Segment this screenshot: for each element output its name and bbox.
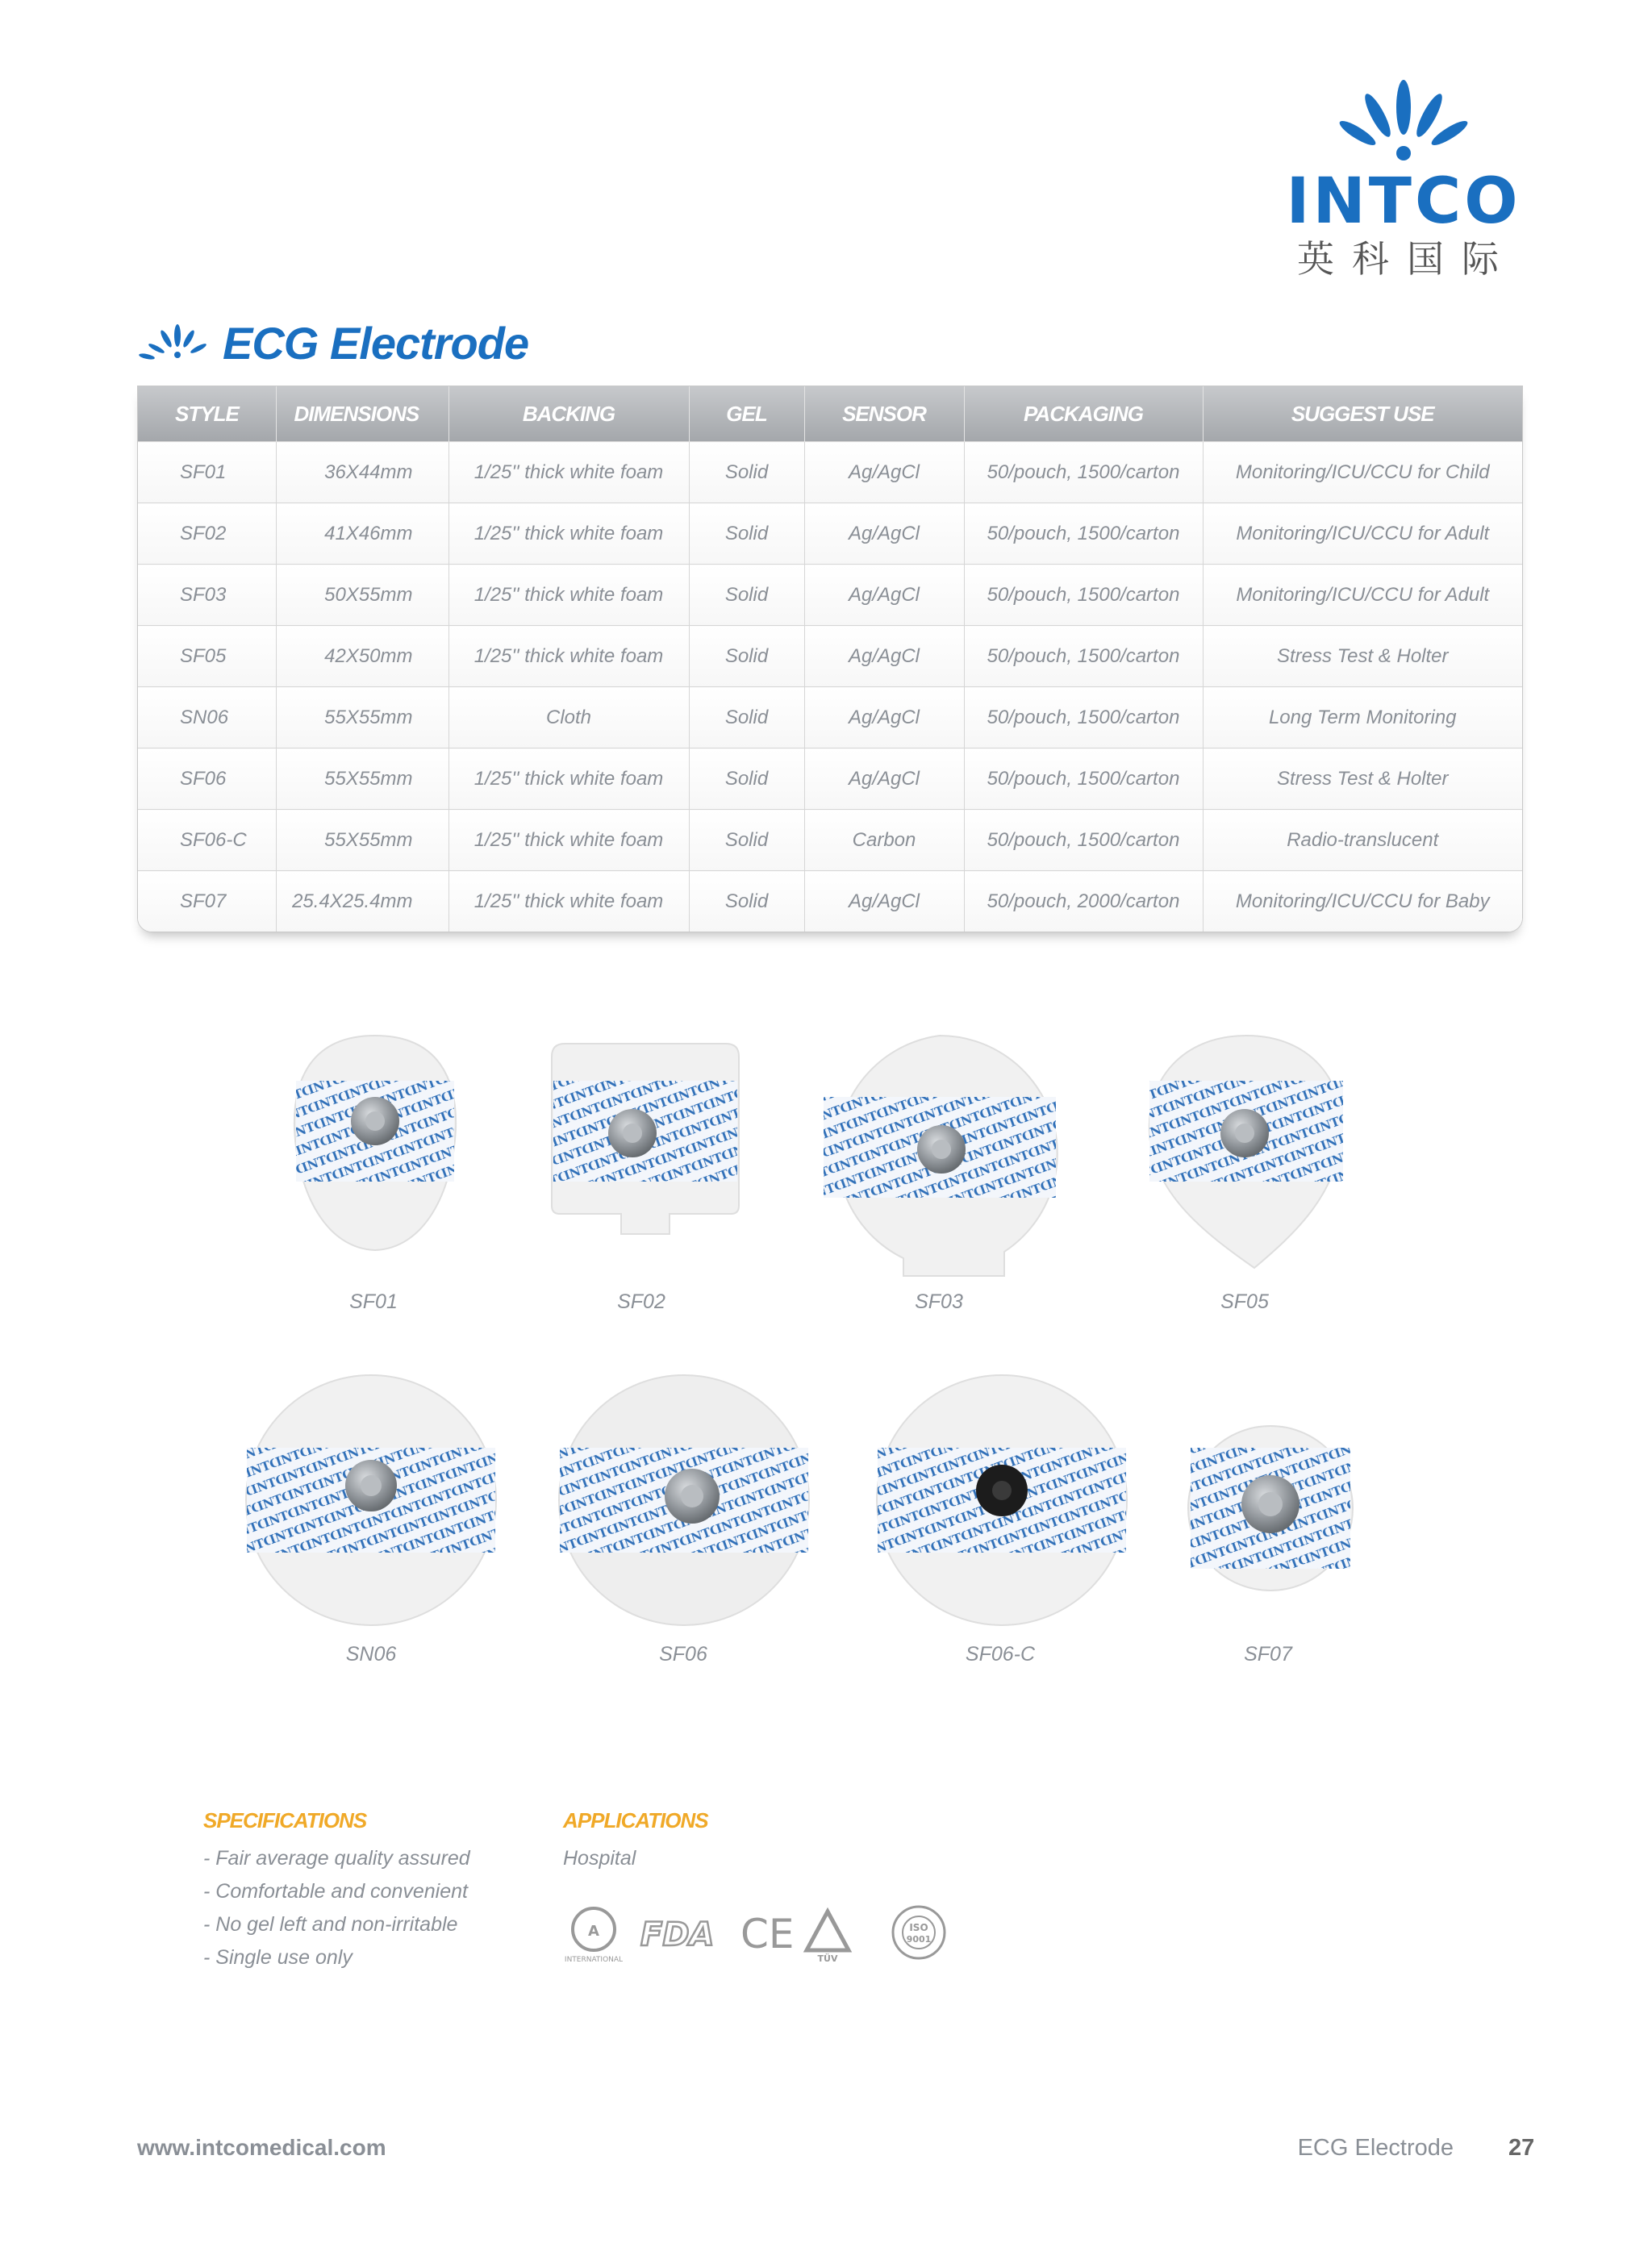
col-header-dimensions: DIMENSIONS <box>276 386 448 442</box>
sunburst-icon <box>1274 77 1533 165</box>
cell-backing: Cloth <box>448 687 689 748</box>
footer-website[interactable]: www.intcomedical.com <box>137 2135 386 2160</box>
table-row <box>138 687 1522 748</box>
cell-dimensions: 55X55mm <box>276 810 448 871</box>
cell-suggest-use: Long Term Monitoring <box>1203 687 1522 748</box>
brand-name: INTCO <box>1286 165 1521 238</box>
col-header-packaging: PACKAGING <box>964 386 1203 442</box>
spec-table <box>137 386 1523 932</box>
product-image-sf06-c <box>873 1371 1131 1633</box>
cell-gel: Solid <box>689 687 804 748</box>
cell-backing: 1/25'' thick white foam <box>448 565 689 626</box>
product-image-sf03 <box>819 1032 1061 1286</box>
cell-backing: 1/25'' thick white foam <box>448 810 689 871</box>
cell-sensor: Ag/AgCl <box>804 503 964 565</box>
page-title: ECG Electrode <box>223 317 529 369</box>
product-label-sf05: SF05 <box>1220 1290 1269 1313</box>
iso-9001-icon <box>893 1907 945 1958</box>
cell-style: SF01 <box>138 442 276 503</box>
cell-dimensions: 55X55mm <box>276 748 448 810</box>
cell-backing: 1/25'' thick white foam <box>448 503 689 565</box>
svg-text:9001: 9001 <box>906 1934 932 1945</box>
table-row <box>138 748 1522 810</box>
sunburst-icon <box>137 323 211 363</box>
cell-suggest-use: Monitoring/ICU/CCU for Baby <box>1203 871 1522 932</box>
table-header-row <box>138 386 1522 442</box>
svg-text:TÜV: TÜV <box>817 1953 838 1964</box>
cell-sensor: Ag/AgCl <box>804 442 964 503</box>
product-image-sf01 <box>286 1032 464 1258</box>
cell-gel: Solid <box>689 810 804 871</box>
col-header-suggest-use: SUGGEST USE <box>1203 386 1522 442</box>
applications-heading: APPLICATIONS <box>563 1808 708 1832</box>
product-label-sf06: SF06 <box>659 1643 707 1666</box>
product-label-sn06: SN06 <box>345 1643 397 1666</box>
cell-dimensions: 36X44mm <box>276 442 448 503</box>
cell-suggest-use: Monitoring/ICU/CCU for Adult <box>1203 503 1522 565</box>
spec-item: - Single use only <box>203 1946 353 1969</box>
cell-dimensions: 42X50mm <box>276 626 448 687</box>
table-row <box>138 503 1522 565</box>
col-header-gel: GEL <box>689 386 804 442</box>
product-image-sf02 <box>549 1040 742 1250</box>
cell-suggest-use: Stress Test & Holter <box>1203 626 1522 687</box>
cell-backing: 1/25'' thick white foam <box>448 871 689 932</box>
cell-sensor: Ag/AgCl <box>804 626 964 687</box>
spec-item: - Comfortable and convenient <box>203 1880 468 1903</box>
cell-style: SF06-C <box>138 810 276 871</box>
spec-item: - No gel left and non-irritable <box>203 1913 458 1936</box>
svg-text:A: A <box>588 1923 599 1940</box>
cell-backing: 1/25'' thick white foam <box>448 442 689 503</box>
cell-sensor: Carbon <box>804 810 964 871</box>
cell-gel: Solid <box>689 442 804 503</box>
cell-suggest-use: Monitoring/ICU/CCU for Adult <box>1203 565 1522 626</box>
cell-style: SF05 <box>138 626 276 687</box>
footer-section-title: ECG Electrode <box>1297 2135 1454 2161</box>
cell-sensor: Ag/AgCl <box>804 565 964 626</box>
product-label-sf06-c: SF06-C <box>965 1643 1036 1666</box>
product-label-sf03: SF03 <box>915 1290 963 1313</box>
table-row <box>138 626 1522 687</box>
cell-packaging: 50/pouch, 2000/carton <box>964 871 1203 932</box>
cell-dimensions: 41X46mm <box>276 503 448 565</box>
product-image-sf05 <box>1141 1032 1351 1278</box>
table-row <box>138 442 1522 503</box>
product-image-sf06 <box>555 1371 813 1633</box>
fda-icon <box>640 1916 714 1953</box>
cell-sensor: Ag/AgCl <box>804 871 964 932</box>
certification-logos <box>561 1903 952 1968</box>
cell-packaging: 50/pouch, 1500/carton <box>964 810 1203 871</box>
cell-suggest-use: Stress Test & Holter <box>1203 748 1522 810</box>
page-title-wrap <box>137 315 528 371</box>
cell-suggest-use: Radio-translucent <box>1203 810 1522 871</box>
cell-packaging: 50/pouch, 1500/carton <box>964 626 1203 687</box>
product-image-sn06 <box>242 1371 500 1633</box>
astm-icon <box>565 1908 623 1964</box>
product-label-sf02: SF02 <box>617 1290 665 1313</box>
cell-packaging: 50/pouch, 1500/carton <box>964 687 1203 748</box>
col-header-style: STYLE <box>138 386 276 442</box>
col-header-backing: BACKING <box>448 386 689 442</box>
svg-text:INTERNATIONAL: INTERNATIONAL <box>564 1956 624 1964</box>
cell-style: SF03 <box>138 565 276 626</box>
cell-style: SN06 <box>138 687 276 748</box>
cell-gel: Solid <box>689 503 804 565</box>
cell-style: SF06 <box>138 748 276 810</box>
cell-gel: Solid <box>689 626 804 687</box>
cell-gel: Solid <box>689 871 804 932</box>
product-label-sf01: SF01 <box>349 1290 398 1313</box>
cell-sensor: Ag/AgCl <box>804 687 964 748</box>
ce-mark-icon <box>740 1911 795 1957</box>
applications-text: Hospital <box>563 1847 636 1870</box>
cell-dimensions: 55X55mm <box>276 687 448 748</box>
product-image-sf07 <box>1186 1424 1355 1597</box>
cell-backing: 1/25'' thick white foam <box>448 748 689 810</box>
specifications-heading: SPECIFICATIONS <box>203 1808 367 1832</box>
svg-text:CE: CE <box>740 1911 795 1957</box>
brand-logo <box>1274 77 1533 281</box>
table-row <box>138 565 1522 626</box>
svg-text:ISO: ISO <box>909 1922 928 1933</box>
brand-name-cn: 英科国际 <box>1297 237 1516 281</box>
cell-dimensions: 50X55mm <box>276 565 448 626</box>
cell-packaging: 50/pouch, 1500/carton <box>964 442 1203 503</box>
tuv-icon <box>807 1912 849 1964</box>
col-header-sensor: SENSOR <box>804 386 964 442</box>
cell-gel: Solid <box>689 565 804 626</box>
cell-style: SF02 <box>138 503 276 565</box>
product-label-sf07: SF07 <box>1244 1643 1292 1666</box>
page-number: 27 <box>1508 2135 1535 2161</box>
cell-backing: 1/25'' thick white foam <box>448 626 689 687</box>
cell-packaging: 50/pouch, 1500/carton <box>964 748 1203 810</box>
cell-packaging: 50/pouch, 1500/carton <box>964 565 1203 626</box>
cell-suggest-use: Monitoring/ICU/CCU for Child <box>1203 442 1522 503</box>
cell-gel: Solid <box>689 748 804 810</box>
table-row <box>138 871 1522 932</box>
table-row <box>138 810 1522 871</box>
spec-item: - Fair average quality assured <box>203 1847 470 1870</box>
cell-style: SF07 <box>138 871 276 932</box>
cell-packaging: 50/pouch, 1500/carton <box>964 503 1203 565</box>
svg-text:FDA: FDA <box>640 1916 715 1953</box>
cell-sensor: Ag/AgCl <box>804 748 964 810</box>
cell-dimensions: 25.4X25.4mm <box>276 871 448 932</box>
